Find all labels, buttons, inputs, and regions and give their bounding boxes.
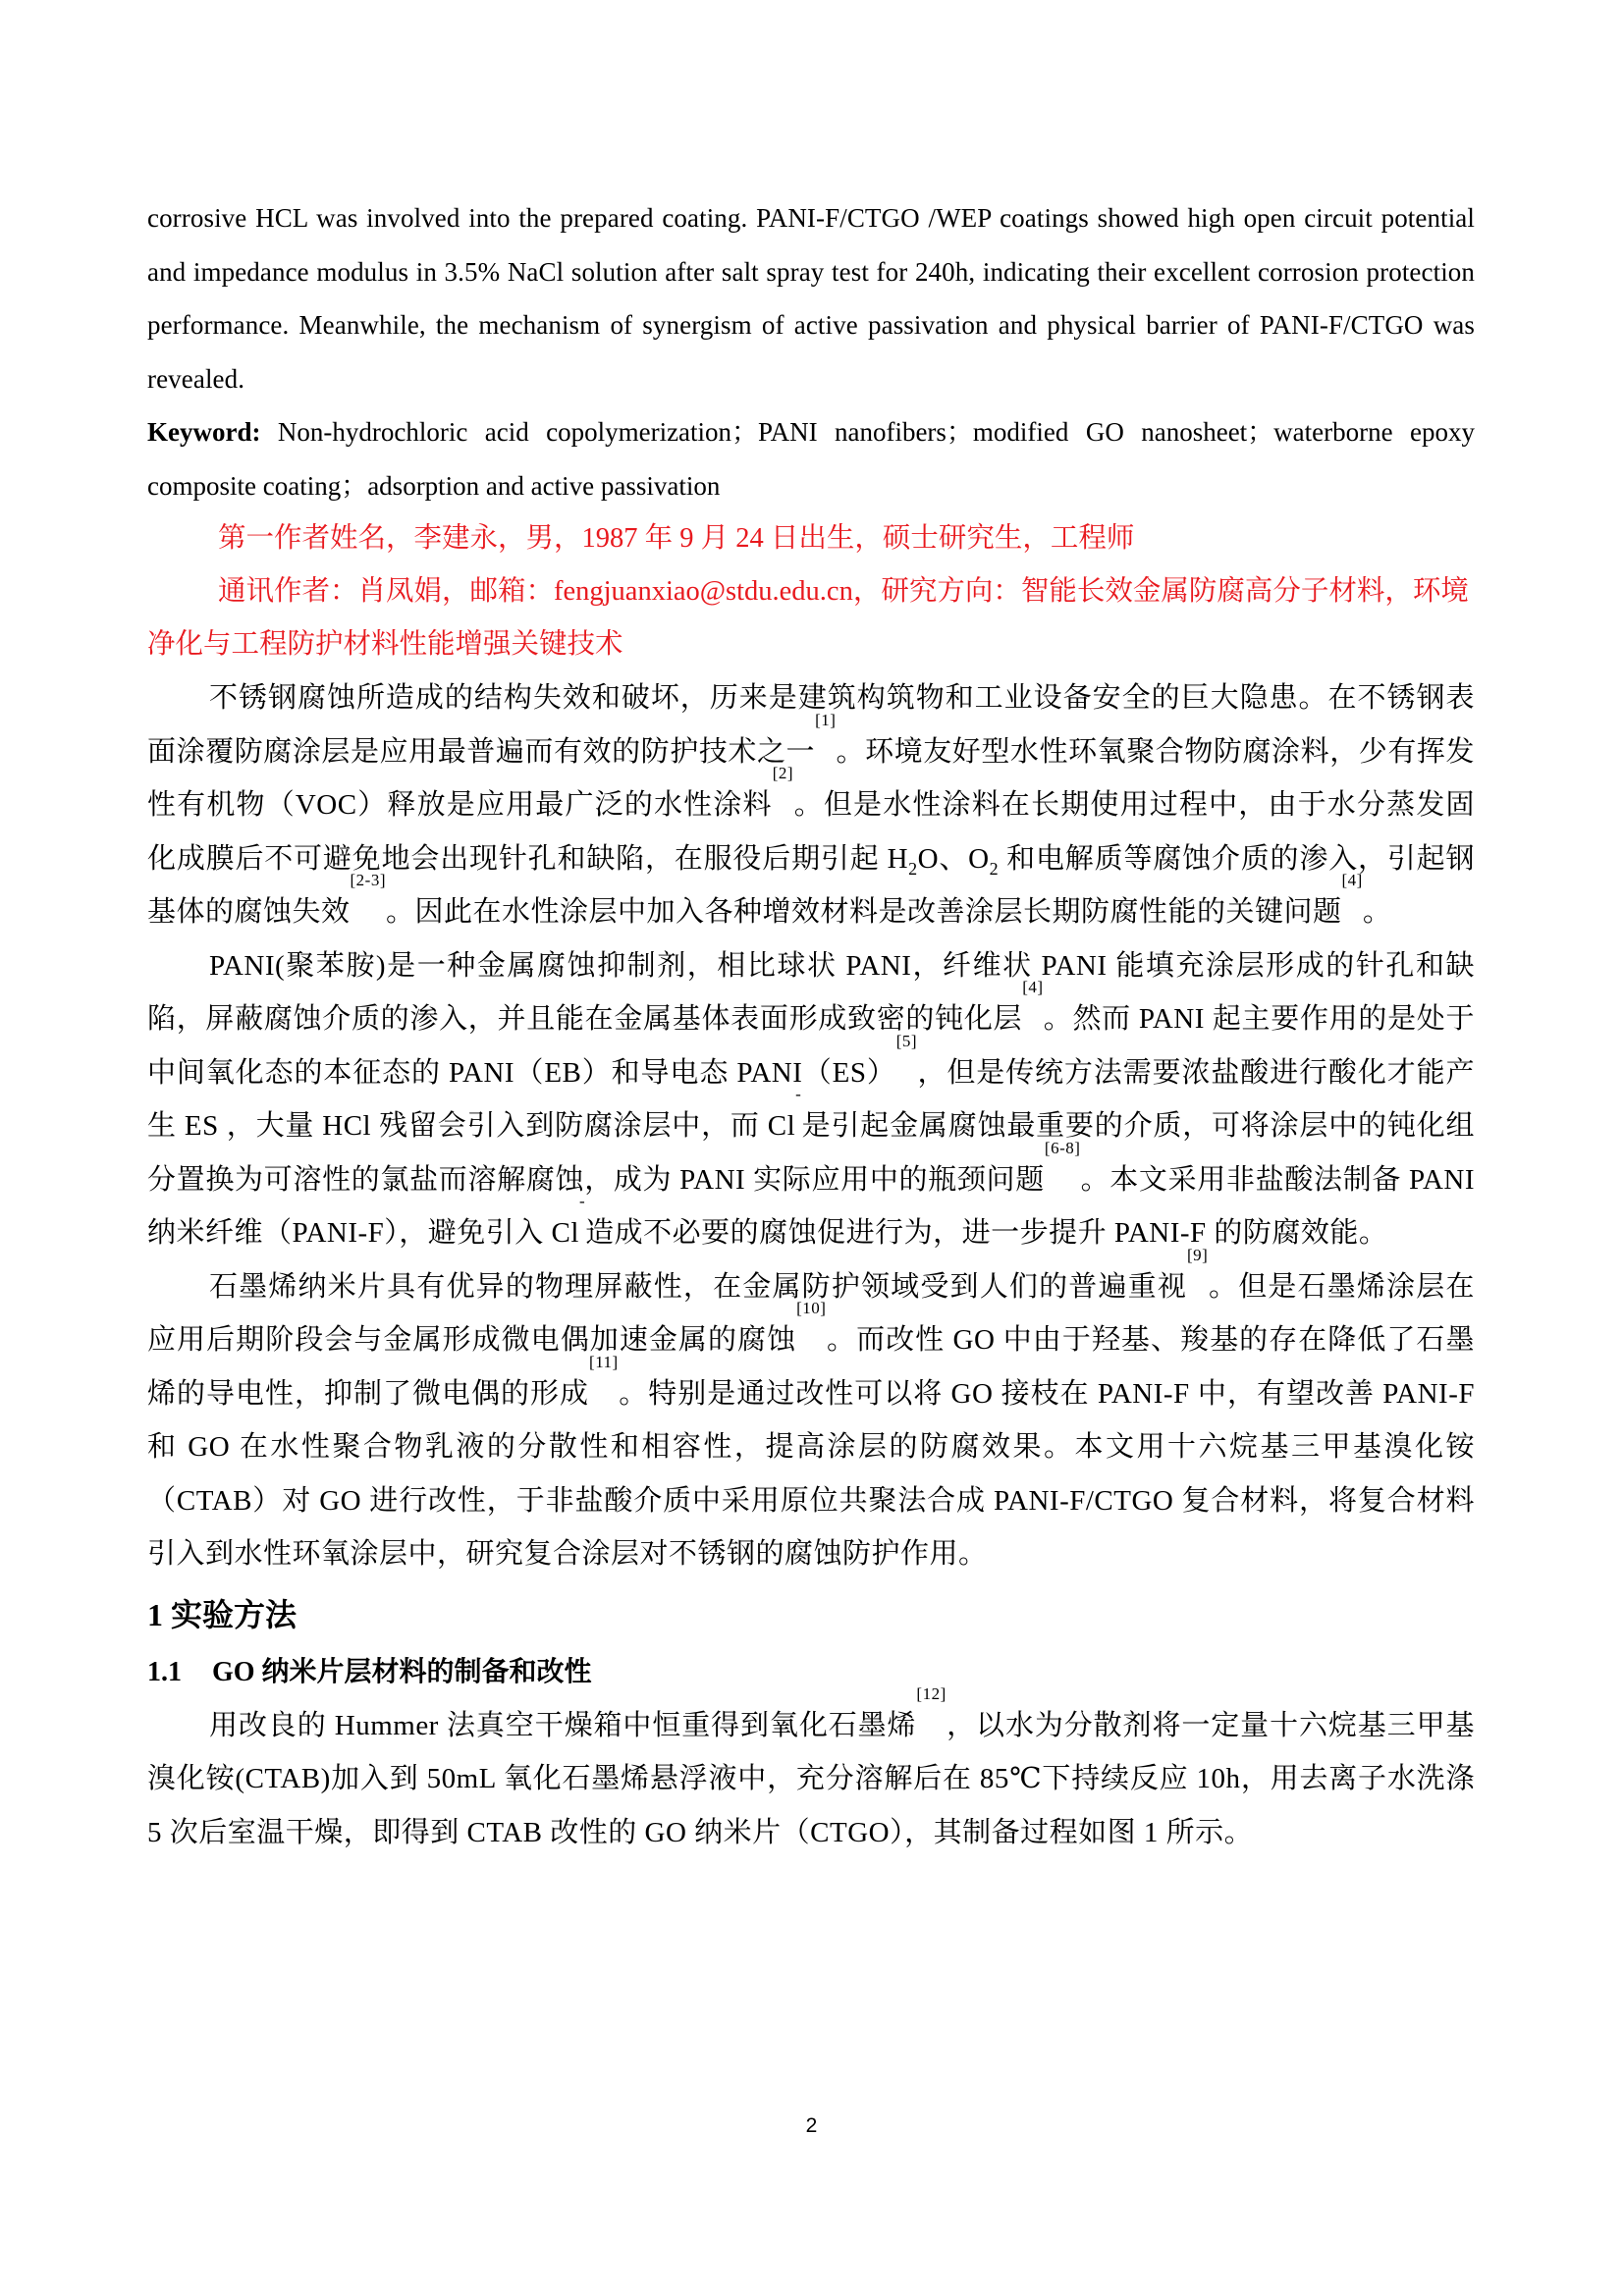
citation: [9]	[1187, 1245, 1209, 1264]
keywords-line	[147, 405, 1475, 512]
intro-paragraph-3: 石墨烯纳米片具有优异的物理屏蔽性，在金属防护领域受到人们的普遍重视[9]。但是石墨烯涂层在应用后期阶段会与金属形成微电偶加速金属的腐蚀[10]。而改性 GO 中由于羟基、羧基的存在降低了石墨烯的导电性，抑制了微电偶的形成[11]。特别是通过改性可以将 GO 接枝在 PANI-F 中，有望改善 PANI-F 和 GO 在水性聚合物乳液的分散性和相容性，提高涂层的防腐效果。本文用十六烷基三甲基溴化铵（CTAB）对 GO 进行改性，于非盐酸介质中采用原位共聚法合成 PANI-F/CTGO 复合材料，将复合材料引入到水性环氧涂层中，研究复合涂层对不锈钢的腐蚀防护作用。	[147, 1245, 1475, 1570]
page-body	[147, 191, 1475, 1859]
first-author-note: 第一作者姓名，李建永，男，1987 年 9 月 24 日出生，硕士研究生，工程师	[218, 523, 1135, 554]
abstract-continuation: corrosive HCL was involved into the prepared coating. PANI-F/CTGO /WEP coatings showed high open circuit potential and impedance modulus in 3.5% NaCl solution after salt spray test for 240h, indicating their excellent corrosion protection performance. Meanwhile, the mechanism of synergism of active passivation and physical barrier of PANI-F/CTGO was revealed.	[147, 203, 1475, 394]
citation: [4]	[1022, 978, 1044, 996]
subsection-heading: 1.1 GO 纳米片层材料的制备和改性	[147, 1656, 592, 1687]
citation: [2]	[772, 764, 794, 782]
citation: [11]	[589, 1352, 619, 1371]
citation: [10]	[796, 1299, 827, 1317]
citation: [1]	[815, 710, 837, 729]
keywords-text: Non-hydrochloric acid copolymerization；PANI nanofibers；modified GO nanosheet；waterborne epoxy composite coating；adsorption and active passivation	[147, 417, 1475, 501]
intro-paragraph-1: 不锈钢腐蚀所造成的结构失效和破坏，历来是建筑构筑物和工业设备安全的巨大隐患。在不锈钢表面涂覆防腐涂层是应用最普遍而有效的防护技术之一[1]。环境友好型水性环氧聚合物防腐涂料，少有挥发性有机物（VOC）释放是应用最广泛的水性涂料[2]。但是水性涂料在长期使用过程中，由于水分蒸发固化成膜后不可避免地会出现针孔和缺陷，在服役后期引起 $H_2O$、$O_2$ 和电解质等腐蚀介质的渗入，引起钢基体的腐蚀失效[2-3]。因此在水性涂层中加入各种增效材料是改善涂层长期防腐性能的关键问题[4]。	[147, 682, 1475, 928]
citation: [12]	[916, 1683, 947, 1703]
corresponding-author-note: 通讯作者：肖凤娟，邮箱：fengjuanxiao@stdu.edu.cn，研究方向：智能长效金属防腐高分子材料，环境净化与工程防护材料性能增强关键技术	[147, 576, 1469, 660]
citation: [5]	[895, 1031, 918, 1050]
page-number: 2	[805, 2114, 818, 2137]
citation: [2-3]	[350, 871, 386, 889]
method-paragraph-1: 用改良的 Hummer 法真空干燥箱中恒重得到氧化石墨烯[12]，以水为分散剂将一定量十六烷基三甲基溴化铵(CTAB)加入到 50mL 氧化石墨烯悬浮液中，充分溶解后在 85℃下持续反应 10h，用去离子水洗涤 5 次后室温干燥，即得到 CTAB 改性的 GO 纳米片（CTGO），其制备过程如图 1 所示。	[147, 1683, 1475, 1848]
intro-paragraph-2: PANI(聚苯胺)是一种金属腐蚀抑制剂，相比球状 PANI，纤维状 PANI 能填充涂层形成的针孔和缺陷，屏蔽腐蚀介质的渗入，并且能在金属基体表面形成致密的钝化层[4]。然而 PANI 起主要作用的是处于中间氧化态的本征态的 PANI（EB）和导电态 PANI（ES）[5]，但是传统方法需要浓盐酸进行酸化才能产生 ES ，大量 HCl 残留会引入到防腐涂层中，而 Cl-是引起金属腐蚀最重要的介质，可将涂层中的钝化组分置换为可溶性的氯盐而溶解腐蚀，成为 PANI 实际应用中的瓶颈问题[6-8]。本文采用非盐酸法制备 PANI 纳米纤维（PANI-F），避免引入 Cl-造成不必要的腐蚀促进行为，进一步提升 PANI-F 的防腐效能。	[147, 949, 1476, 1249]
keyword-label: Keyword:	[147, 417, 261, 447]
citation: [4]	[1341, 871, 1363, 889]
citation: [6-8]	[1044, 1138, 1081, 1157]
section-heading: 1 实验方法	[147, 1596, 298, 1632]
